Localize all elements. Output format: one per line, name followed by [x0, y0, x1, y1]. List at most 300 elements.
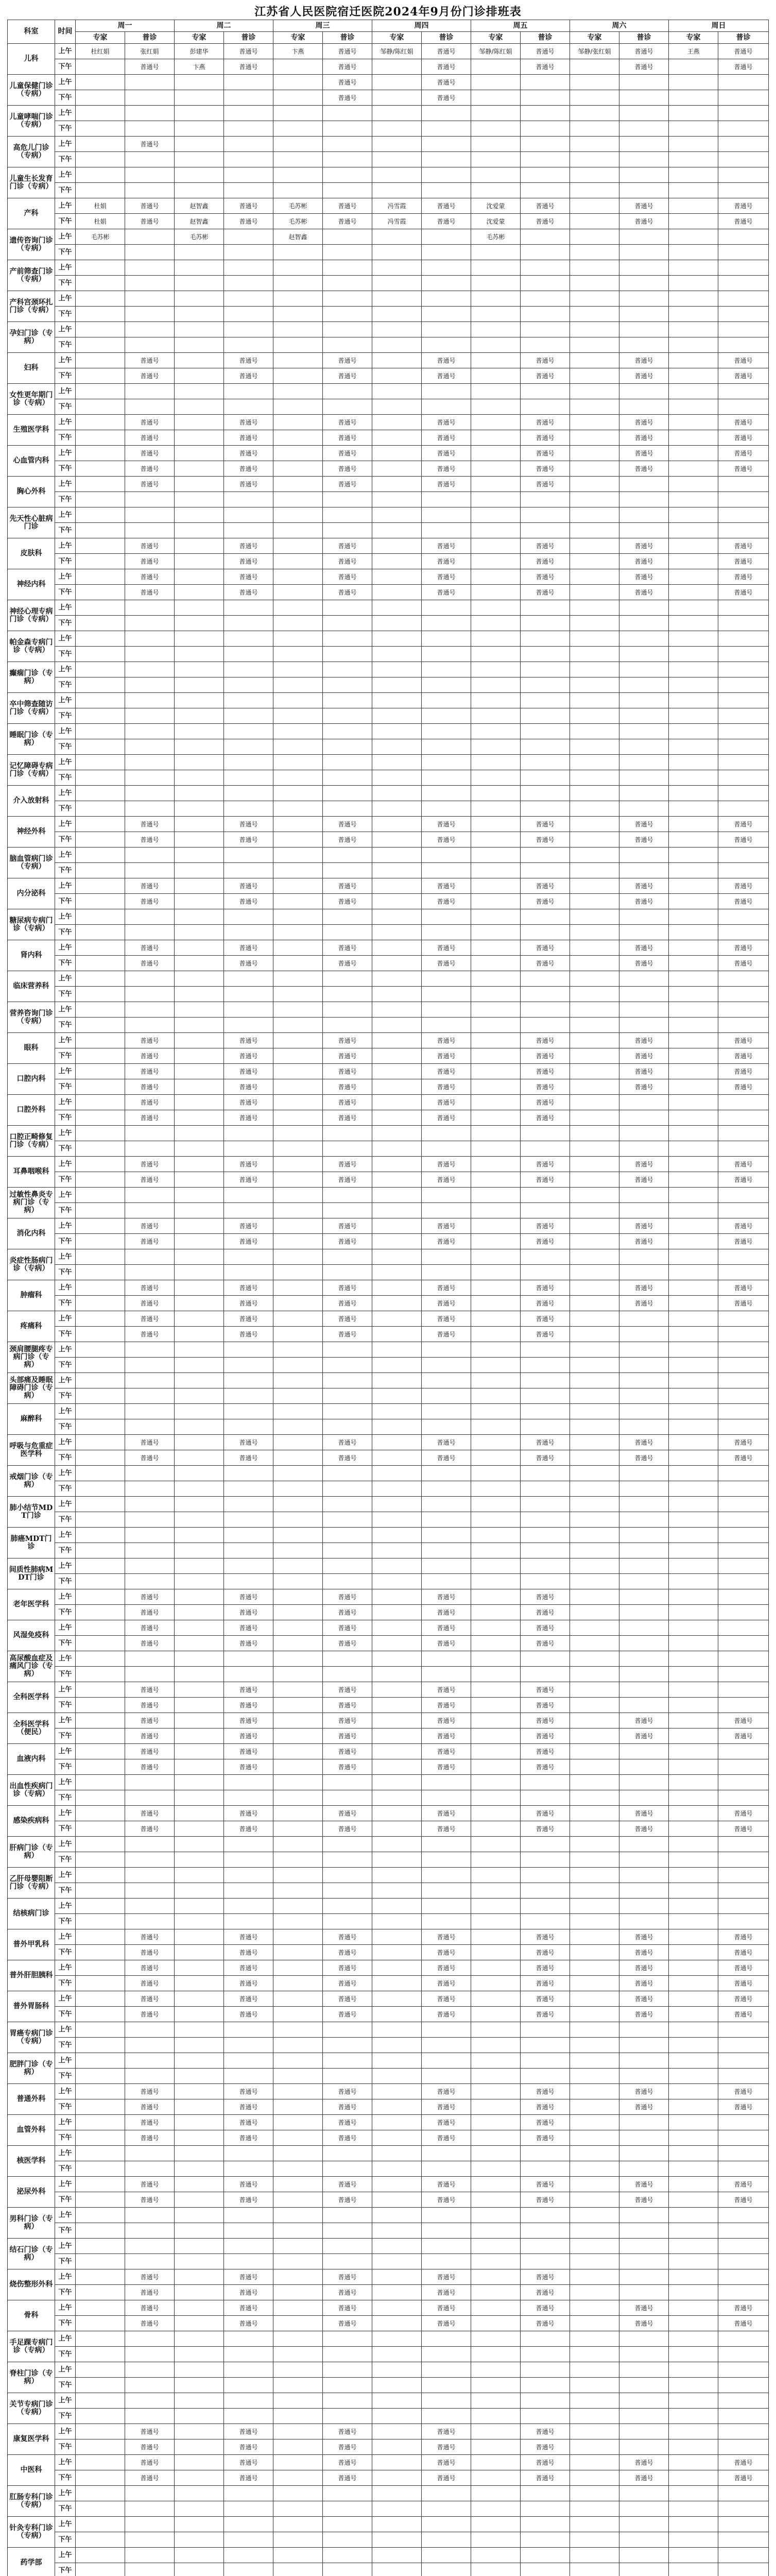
general-cell — [422, 1358, 471, 1373]
expert-cell — [175, 801, 224, 817]
expert-cell — [372, 1806, 422, 1821]
table-row — [8, 894, 769, 909]
table-row — [8, 693, 769, 708]
expert-cell — [669, 940, 718, 956]
expert-cell — [273, 2115, 323, 2130]
general-cell — [224, 1574, 273, 1589]
expert-cell — [471, 2007, 521, 2022]
general-cell — [521, 1775, 570, 1790]
expert-cell — [471, 1806, 521, 1821]
general-cell — [422, 276, 471, 291]
expert-cell — [471, 631, 521, 647]
general-cell: 普通号 — [323, 461, 372, 477]
general-cell — [718, 739, 769, 755]
general-cell — [125, 801, 175, 817]
general-cell: 普通号 — [422, 415, 471, 430]
time-slot: 上午 — [55, 2239, 76, 2254]
general-cell — [125, 307, 175, 322]
general-cell: 普通号 — [422, 1311, 471, 1327]
expert-cell — [372, 1868, 422, 1883]
general-cell: 普通号 — [422, 1234, 471, 1249]
expert-cell — [372, 229, 422, 245]
expert-cell — [76, 1327, 125, 1342]
expert-cell — [372, 1976, 422, 1991]
expert-cell — [273, 1018, 323, 1033]
general-cell — [718, 245, 769, 260]
general-cell: 普通号 — [422, 1929, 471, 1945]
dept-name: 肾内科 — [8, 940, 55, 971]
general-cell — [224, 770, 273, 786]
expert-cell — [471, 770, 521, 786]
general-cell — [619, 322, 669, 337]
general-cell: 普通号 — [224, 2130, 273, 2146]
dept-name: 脑血管病门诊（专病） — [8, 848, 55, 878]
general-cell: 普通号 — [521, 1095, 570, 1110]
general-cell: 普通号 — [718, 1929, 769, 1945]
table-row — [8, 1682, 769, 1698]
expert-cell — [471, 1002, 521, 1018]
general-cell — [323, 2022, 372, 2038]
general-cell — [224, 1466, 273, 1481]
table-row — [8, 909, 769, 925]
expert-cell — [570, 1667, 619, 1682]
general-cell — [521, 492, 570, 507]
expert-cell — [570, 1358, 619, 1373]
expert-cell — [76, 1373, 125, 1388]
general-cell — [521, 337, 570, 353]
expert-cell — [175, 677, 224, 693]
expert-cell — [471, 507, 521, 523]
expert-cell — [273, 276, 323, 291]
general-cell — [323, 2038, 372, 2053]
general-cell: 普通号 — [718, 1806, 769, 1821]
expert-cell — [175, 2115, 224, 2130]
general-cell: 普通号 — [224, 940, 273, 956]
general-cell — [125, 106, 175, 121]
expert-cell — [372, 2038, 422, 2053]
general-cell — [619, 755, 669, 770]
expert-cell — [471, 368, 521, 384]
general-cell: 普通号 — [125, 956, 175, 971]
expert-cell — [471, 1033, 521, 1048]
general-cell — [521, 2208, 570, 2223]
table-row — [8, 1265, 769, 1280]
general-cell: 普通号 — [718, 1033, 769, 1048]
expert-cell — [372, 1605, 422, 1620]
expert-cell — [76, 1960, 125, 1976]
table-row — [8, 1914, 769, 1929]
general-cell — [521, 1388, 570, 1404]
expert-cell — [372, 585, 422, 600]
expert-cell — [372, 1311, 422, 1327]
expert-cell — [273, 2470, 323, 2486]
expert-cell — [175, 2563, 224, 2576]
general-cell — [224, 987, 273, 1002]
general-cell: 普通号 — [718, 446, 769, 461]
expert-cell — [669, 2362, 718, 2378]
expert-cell — [570, 693, 619, 708]
general-cell — [718, 2146, 769, 2161]
general-cell — [619, 1404, 669, 1419]
table-row — [8, 2300, 769, 2316]
expert-cell — [669, 616, 718, 631]
general-cell — [521, 1373, 570, 1388]
general-cell — [619, 848, 669, 863]
table-row — [8, 1435, 769, 1450]
expert-cell — [273, 75, 323, 90]
expert-cell — [570, 430, 619, 446]
expert-cell — [273, 1868, 323, 1883]
time-slot: 下午 — [55, 1698, 76, 1713]
dept-name: 全科医学科（便民） — [8, 1713, 55, 1744]
expert-cell — [669, 183, 718, 198]
table-row — [8, 1806, 769, 1821]
time-slot: 上午 — [55, 1373, 76, 1388]
expert-cell — [372, 307, 422, 322]
expert-cell — [471, 1095, 521, 1110]
general-cell — [619, 245, 669, 260]
general-cell — [718, 1203, 769, 1218]
expert-cell — [471, 2424, 521, 2439]
time-slot: 下午 — [55, 90, 76, 106]
expert-cell — [471, 106, 521, 121]
general-cell — [422, 2393, 471, 2409]
general-cell: 普通号 — [422, 1033, 471, 1048]
general-cell — [125, 2362, 175, 2378]
table-row — [8, 1744, 769, 1759]
general-cell: 普通号 — [619, 832, 669, 848]
expert-cell — [76, 1589, 125, 1605]
expert-cell — [471, 1852, 521, 1868]
expert-cell — [372, 693, 422, 708]
expert-cell — [175, 1388, 224, 1404]
general-cell — [718, 2208, 769, 2223]
expert-cell — [273, 137, 323, 152]
general-cell — [422, 2347, 471, 2362]
expert-cell — [76, 1636, 125, 1651]
general-cell — [323, 1574, 372, 1589]
table-row — [8, 1929, 769, 1945]
expert-cell — [471, 2239, 521, 2254]
expert-cell — [372, 1620, 422, 1636]
expert-cell — [372, 1002, 422, 1018]
general-cell — [323, 755, 372, 770]
dept-name: 先天性心脏病门诊 — [8, 507, 55, 538]
expert-cell — [669, 1249, 718, 1265]
time-slot: 下午 — [55, 1419, 76, 1435]
time-slot: 上午 — [55, 1620, 76, 1636]
expert-cell — [372, 167, 422, 183]
general-cell — [224, 2069, 273, 2084]
expert-cell — [570, 1280, 619, 1296]
general-cell — [422, 1481, 471, 1497]
expert-cell — [76, 2115, 125, 2130]
time-slot: 下午 — [55, 2378, 76, 2393]
expert-cell — [76, 817, 125, 832]
general-cell: 普通号 — [521, 1682, 570, 1698]
general-cell — [422, 2146, 471, 2161]
expert-cell — [372, 523, 422, 538]
time-slot: 下午 — [55, 2409, 76, 2424]
general-cell — [224, 2254, 273, 2269]
expert-cell — [372, 786, 422, 801]
expert-cell — [175, 1574, 224, 1589]
general-cell — [125, 1883, 175, 1899]
general-cell: 普通号 — [718, 1296, 769, 1311]
general-cell — [619, 1914, 669, 1929]
expert-cell — [175, 2532, 224, 2548]
time-slot: 下午 — [55, 183, 76, 198]
general-cell: 普通号 — [125, 214, 175, 229]
general-cell — [718, 2331, 769, 2347]
expert-cell — [76, 554, 125, 569]
general-cell: 普通号 — [422, 90, 471, 106]
expert-cell — [669, 291, 718, 307]
general-cell — [521, 1358, 570, 1373]
expert-cell — [273, 1141, 323, 1157]
general-cell — [619, 1651, 669, 1667]
expert-cell — [76, 353, 125, 368]
general-cell: 普通号 — [718, 2177, 769, 2192]
table-row — [8, 137, 769, 152]
general-cell: 普通号 — [422, 1048, 471, 1064]
expert-cell — [570, 817, 619, 832]
general-cell: 普通号 — [125, 2177, 175, 2192]
expert-cell — [669, 863, 718, 878]
general-cell — [125, 616, 175, 631]
time-slot: 下午 — [55, 1141, 76, 1157]
expert-cell — [669, 1698, 718, 1713]
expert-cell — [669, 585, 718, 600]
dept-name: 高尿酸血症及痛风门诊（专病） — [8, 1651, 55, 1682]
general-cell — [125, 2517, 175, 2532]
expert-cell — [570, 1837, 619, 1852]
expert-cell — [669, 384, 718, 399]
expert-cell — [175, 693, 224, 708]
general-cell: 普通号 — [521, 198, 570, 214]
expert-cell — [273, 1203, 323, 1218]
expert-cell — [669, 724, 718, 739]
table-row — [8, 1512, 769, 1528]
general-cell — [619, 971, 669, 987]
general-cell — [125, 1837, 175, 1852]
table-row — [8, 44, 769, 59]
expert-cell — [570, 1744, 619, 1759]
expert-cell — [273, 1327, 323, 1342]
expert-cell — [471, 1172, 521, 1188]
expert-cell — [471, 2146, 521, 2161]
expert-cell — [471, 863, 521, 878]
expert-cell — [570, 739, 619, 755]
general-cell: 普通号 — [323, 956, 372, 971]
expert-cell — [669, 1759, 718, 1775]
expert-cell — [273, 739, 323, 755]
general-cell: 普通号 — [224, 430, 273, 446]
expert-cell — [76, 585, 125, 600]
expert-cell — [76, 1759, 125, 1775]
table-row — [8, 2161, 769, 2177]
expert-cell — [175, 1404, 224, 1419]
general-cell: 普通号 — [125, 585, 175, 600]
expert-cell — [175, 817, 224, 832]
general-cell: 普通号 — [125, 1435, 175, 1450]
general-cell — [323, 647, 372, 662]
expert-cell — [273, 2300, 323, 2316]
general-cell — [521, 863, 570, 878]
expert-cell — [273, 1914, 323, 1929]
expert-cell — [669, 1110, 718, 1126]
general-cell — [224, 1388, 273, 1404]
expert-cell — [76, 2501, 125, 2517]
general-cell — [521, 1528, 570, 1543]
expert-cell — [372, 2548, 422, 2563]
general-cell — [619, 2439, 669, 2455]
table-row — [8, 229, 769, 245]
expert-cell — [570, 894, 619, 909]
general-cell — [521, 1126, 570, 1141]
time-slot: 下午 — [55, 1945, 76, 1960]
expert-cell — [471, 538, 521, 554]
dept-name: 神经内科 — [8, 569, 55, 600]
general-cell — [323, 2053, 372, 2069]
expert-cell — [669, 2285, 718, 2300]
general-cell: 普通号 — [224, 538, 273, 554]
expert-cell — [669, 1342, 718, 1358]
general-cell — [422, 770, 471, 786]
general-cell — [718, 2378, 769, 2393]
general-cell — [422, 755, 471, 770]
general-cell: 普通号 — [422, 2269, 471, 2285]
expert-cell — [669, 492, 718, 507]
time-slot: 下午 — [55, 1914, 76, 1929]
expert-cell — [273, 662, 323, 677]
expert-cell — [76, 307, 125, 322]
expert-cell — [175, 430, 224, 446]
expert-cell — [175, 1002, 224, 1018]
general-cell: 普通号 — [125, 2269, 175, 2285]
general-cell — [224, 1018, 273, 1033]
expert-cell — [76, 2223, 125, 2239]
table-row — [8, 2115, 769, 2130]
time-slot: 上午 — [55, 1249, 76, 1265]
general-cell: 普通号 — [521, 894, 570, 909]
expert-cell — [175, 1450, 224, 1466]
expert-cell — [471, 662, 521, 677]
general-cell — [422, 1914, 471, 1929]
general-cell — [224, 786, 273, 801]
expert-cell — [471, 1976, 521, 1991]
expert-cell — [669, 337, 718, 353]
expert-cell: 冯雪霞 — [372, 198, 422, 214]
expert-cell — [669, 2177, 718, 2192]
expert-cell — [372, 724, 422, 739]
expert-cell — [471, 1342, 521, 1358]
general-cell — [422, 523, 471, 538]
general-cell: 普通号 — [224, 569, 273, 585]
expert-cell — [570, 1682, 619, 1698]
time-slot: 上午 — [55, 817, 76, 832]
expert-cell — [471, 1497, 521, 1512]
expert-cell — [273, 492, 323, 507]
table-row — [8, 477, 769, 492]
table-row — [8, 647, 769, 662]
general-cell — [125, 2254, 175, 2269]
expert-cell — [175, 245, 224, 260]
general-cell — [521, 90, 570, 106]
general-cell: 普通号 — [323, 2099, 372, 2115]
expert-cell — [669, 925, 718, 940]
general-cell: 普通号 — [323, 1744, 372, 1759]
expert-cell — [669, 1497, 718, 1512]
expert-cell — [471, 956, 521, 971]
expert-cell — [175, 2223, 224, 2239]
expert-cell — [175, 1373, 224, 1388]
expert-cell — [76, 909, 125, 925]
expert-cell — [570, 2300, 619, 2316]
general-cell — [718, 260, 769, 276]
general-cell: 普通号 — [521, 1976, 570, 1991]
general-cell — [422, 106, 471, 121]
table-row — [8, 801, 769, 817]
general-cell — [224, 2378, 273, 2393]
expert-cell — [175, 1713, 224, 1728]
general-cell — [718, 1574, 769, 1589]
general-cell: 普通号 — [521, 1311, 570, 1327]
general-cell — [718, 2486, 769, 2501]
general-cell — [718, 1667, 769, 1682]
general-cell: 普通号 — [422, 1744, 471, 1759]
general-cell — [422, 647, 471, 662]
general-cell — [323, 1141, 372, 1157]
general-cell — [224, 1358, 273, 1373]
general-cell: 普通号 — [224, 878, 273, 894]
general-cell — [125, 2239, 175, 2254]
expert-cell — [570, 121, 619, 137]
general-cell — [224, 507, 273, 523]
expert-cell — [570, 59, 619, 75]
expert-cell — [372, 2069, 422, 2084]
general-cell — [323, 2069, 372, 2084]
general-cell — [125, 167, 175, 183]
time-slot: 下午 — [55, 214, 76, 229]
expert-cell — [76, 1048, 125, 1064]
expert-cell — [175, 2362, 224, 2378]
expert-cell — [76, 971, 125, 987]
expert-cell — [372, 987, 422, 1002]
general-cell: 普通号 — [619, 430, 669, 446]
general-cell — [323, 2347, 372, 2362]
expert-cell — [471, 2130, 521, 2146]
general-cell: 普通号 — [521, 44, 570, 59]
expert-cell — [76, 492, 125, 507]
general-cell: 普通号 — [422, 538, 471, 554]
expert-cell — [372, 1543, 422, 1558]
expert-cell — [175, 1249, 224, 1265]
general-cell: 普通号 — [521, 1589, 570, 1605]
expert-cell — [372, 569, 422, 585]
expert-cell — [372, 137, 422, 152]
expert-cell — [175, 631, 224, 647]
general-cell — [422, 1528, 471, 1543]
expert-cell — [76, 415, 125, 430]
expert-cell — [372, 2486, 422, 2501]
general-cell — [323, 2548, 372, 2563]
dept-name: 糖尿病专病门诊（专病） — [8, 909, 55, 940]
expert-cell — [471, 260, 521, 276]
general-cell — [224, 167, 273, 183]
table-row — [8, 1311, 769, 1327]
general-cell — [521, 1837, 570, 1852]
